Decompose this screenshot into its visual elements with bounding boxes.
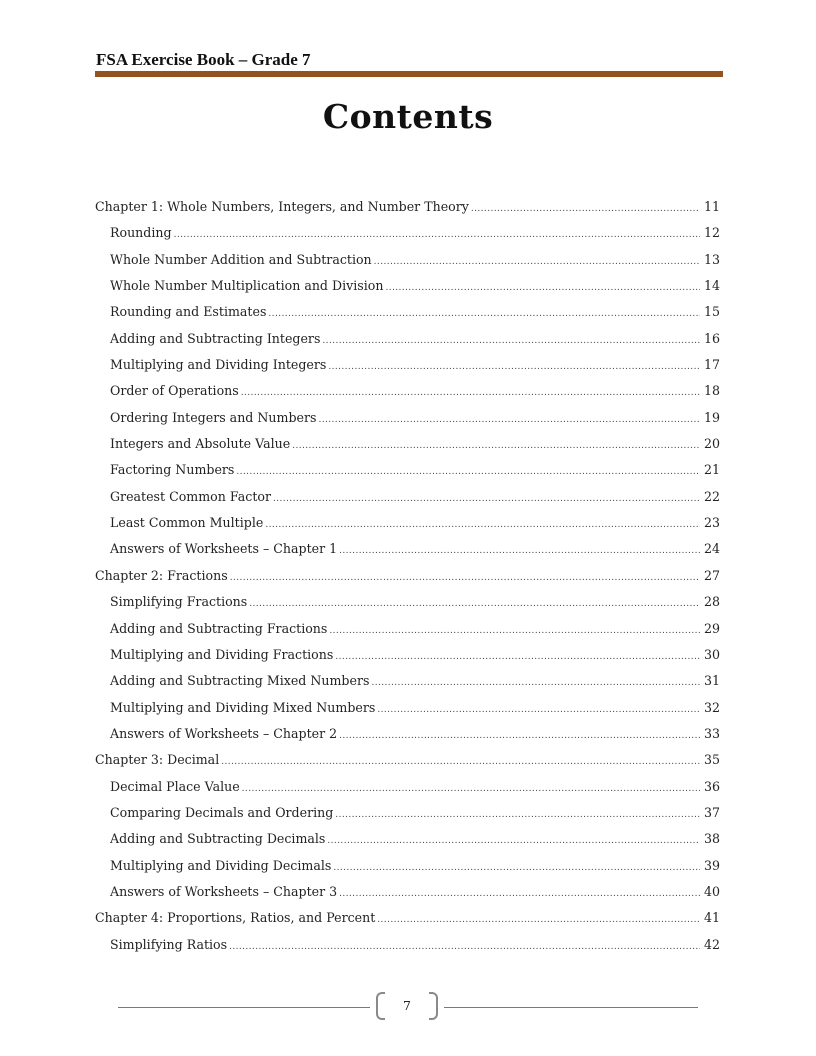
footer-rule-right	[444, 1007, 698, 1008]
page-footer	[118, 990, 698, 1024]
dot-leader	[377, 907, 700, 933]
toc-entry-page-number: 33	[703, 725, 720, 741]
toc-entry-label: Greatest Common Factor	[110, 488, 271, 504]
toc-entry-page-number: 16	[703, 330, 720, 346]
toc-entry-page-number: 21	[703, 462, 720, 478]
toc-entry-label: Chapter 4: Proportions, Ratios, and Percent	[95, 910, 376, 926]
toc-entry-page-number: 37	[703, 804, 720, 820]
toc-section-entry[interactable]	[95, 326, 720, 352]
page-number: 7	[403, 998, 411, 1013]
toc-entry-label: Multiplying and Dividing Mixed Numbers	[110, 699, 376, 715]
toc-chapter-entry[interactable]	[95, 747, 720, 773]
toc-entry-label: Multiplying and Dividing Integers	[110, 357, 327, 373]
toc-entry-label: Decimal Place Value	[110, 778, 240, 794]
toc-entry-page-number: 20	[703, 436, 720, 452]
toc-entry-label: Comparing Decimals and Ordering	[110, 804, 334, 820]
toc-entry-label: Adding and Subtracting Fractions	[110, 620, 328, 636]
toc-entry-page-number: 39	[703, 857, 720, 873]
toc-entry-page-number: 36	[703, 778, 720, 794]
toc-entry-label: Chapter 2: Fractions	[95, 567, 228, 583]
toc-entry-page-number: 22	[703, 488, 720, 504]
toc-entry-page-number: 23	[703, 515, 720, 531]
dot-leader	[241, 380, 700, 406]
toc-entry-label: Rounding	[110, 225, 172, 241]
dot-leader	[268, 301, 700, 327]
page-header	[95, 50, 723, 77]
dot-leader	[318, 407, 700, 433]
toc-entry-label: Simplifying Ratios	[110, 936, 228, 952]
toc-entry-label: Simplifying Fractions	[110, 594, 248, 610]
toc-entry-page-number: 38	[703, 831, 720, 847]
toc-entry-page-number: 18	[703, 383, 720, 399]
dot-leader	[339, 538, 700, 564]
toc-section-entry[interactable]	[95, 616, 720, 642]
dot-leader	[236, 459, 700, 485]
dot-leader	[471, 196, 700, 222]
header-rule	[95, 71, 723, 77]
left-bracket-ornament	[376, 992, 385, 1020]
dot-leader	[335, 802, 700, 828]
toc-entry-page-number: 42	[703, 936, 720, 952]
toc-chapter-entry[interactable]	[95, 194, 720, 220]
toc-entry-label: Whole Number Addition and Subtraction	[110, 251, 372, 267]
toc-section-entry[interactable]	[95, 642, 720, 668]
toc-entry-label: Multiplying and Dividing Decimals	[110, 857, 332, 873]
toc-section-entry[interactable]	[95, 668, 720, 694]
toc-entry-page-number: 19	[703, 409, 720, 425]
toc-section-entry[interactable]	[95, 220, 720, 246]
toc-entry-label: Least Common Multiple	[110, 515, 264, 531]
footer-rule-left	[118, 1007, 370, 1008]
toc-section-entry[interactable]	[95, 774, 720, 800]
table-of-contents	[95, 194, 720, 958]
toc-chapter-entry[interactable]	[95, 563, 720, 589]
toc-entry-label: Answers of Worksheets – Chapter 2	[110, 725, 338, 741]
dot-leader	[371, 670, 700, 696]
toc-section-entry[interactable]	[95, 299, 720, 325]
toc-entry-label: Multiplying and Dividing Fractions	[110, 646, 334, 662]
toc-section-entry[interactable]	[95, 853, 720, 879]
toc-section-entry[interactable]	[95, 431, 720, 457]
dot-leader	[374, 249, 700, 275]
toc-entry-page-number: 30	[703, 646, 720, 662]
toc-section-entry[interactable]	[95, 405, 720, 431]
toc-entry-page-number: 24	[703, 541, 720, 557]
toc-section-entry[interactable]	[95, 826, 720, 852]
toc-section-entry[interactable]	[95, 457, 720, 483]
toc-section-entry[interactable]	[95, 879, 720, 905]
book-title: FSA Exercise Book – Grade 7	[96, 50, 311, 69]
toc-entry-page-number: 15	[703, 304, 720, 320]
toc-entry-label: Adding and Subtracting Integers	[110, 330, 321, 346]
toc-section-entry[interactable]	[95, 378, 720, 404]
dot-leader	[273, 486, 700, 512]
toc-entry-label: Adding and Subtracting Decimals	[110, 831, 326, 847]
dot-leader	[265, 512, 700, 538]
toc-entry-page-number: 32	[703, 699, 720, 715]
right-bracket-ornament	[429, 992, 438, 1020]
toc-section-entry[interactable]	[95, 510, 720, 536]
dot-leader	[333, 855, 700, 881]
dot-leader	[339, 723, 700, 749]
dot-leader	[377, 697, 700, 723]
toc-entry-page-number: 12	[703, 225, 720, 241]
toc-entry-label: Chapter 1: Whole Numbers, Integers, and Number Theory	[95, 199, 469, 214]
toc-section-entry[interactable]	[95, 800, 720, 826]
toc-section-entry[interactable]	[95, 932, 720, 958]
dot-leader	[327, 828, 700, 854]
dot-leader	[385, 275, 700, 301]
toc-section-entry[interactable]	[95, 589, 720, 615]
dot-leader	[221, 749, 700, 775]
toc-section-entry[interactable]	[95, 484, 720, 510]
toc-entry-page-number: 27	[703, 567, 720, 583]
dot-leader	[292, 433, 700, 459]
toc-entry-page-number: 13	[703, 251, 720, 267]
toc-entry-page-number: 41	[703, 910, 720, 926]
toc-section-entry[interactable]	[95, 536, 720, 562]
dot-leader	[335, 644, 700, 670]
dot-leader	[229, 934, 700, 960]
toc-entry-label: Adding and Subtracting Mixed Numbers	[110, 673, 370, 689]
dot-leader	[339, 881, 700, 907]
dot-leader	[329, 618, 700, 644]
toc-entry-page-number: 14	[703, 278, 720, 294]
dot-leader	[174, 222, 700, 248]
toc-chapter-entry[interactable]	[95, 905, 720, 931]
toc-section-entry[interactable]	[95, 695, 720, 721]
toc-entry-page-number: 17	[703, 357, 720, 373]
toc-entry-page-number: 40	[703, 883, 720, 899]
dot-leader	[230, 565, 700, 591]
toc-section-entry[interactable]	[95, 352, 720, 378]
dot-leader	[242, 776, 700, 802]
toc-entry-page-number: 28	[703, 594, 720, 610]
toc-section-entry[interactable]	[95, 273, 720, 299]
dot-leader	[322, 328, 700, 354]
dot-leader	[249, 591, 700, 617]
toc-entry-label: Integers and Absolute Value	[110, 436, 291, 452]
toc-entry-page-number: 11	[703, 199, 720, 214]
toc-entry-page-number: 35	[703, 752, 720, 768]
toc-section-entry[interactable]	[95, 721, 720, 747]
toc-entry-label: Ordering Integers and Numbers	[110, 409, 317, 425]
toc-section-entry[interactable]	[95, 247, 720, 273]
toc-entry-label: Whole Number Multiplication and Division	[110, 278, 384, 294]
toc-entry-page-number: 29	[703, 620, 720, 636]
toc-entry-label: Factoring Numbers	[110, 462, 235, 478]
page-title: Contents	[322, 97, 494, 136]
toc-entry-label: Chapter 3: Decimal	[95, 752, 220, 768]
toc-entry-label: Answers of Worksheets – Chapter 1	[110, 541, 338, 557]
toc-entry-page-number: 31	[703, 673, 720, 689]
toc-entry-label: Answers of Worksheets – Chapter 3	[110, 883, 338, 899]
toc-entry-label: Rounding and Estimates	[110, 304, 267, 320]
dot-leader	[328, 354, 700, 380]
toc-entry-label: Order of Operations	[110, 383, 239, 399]
